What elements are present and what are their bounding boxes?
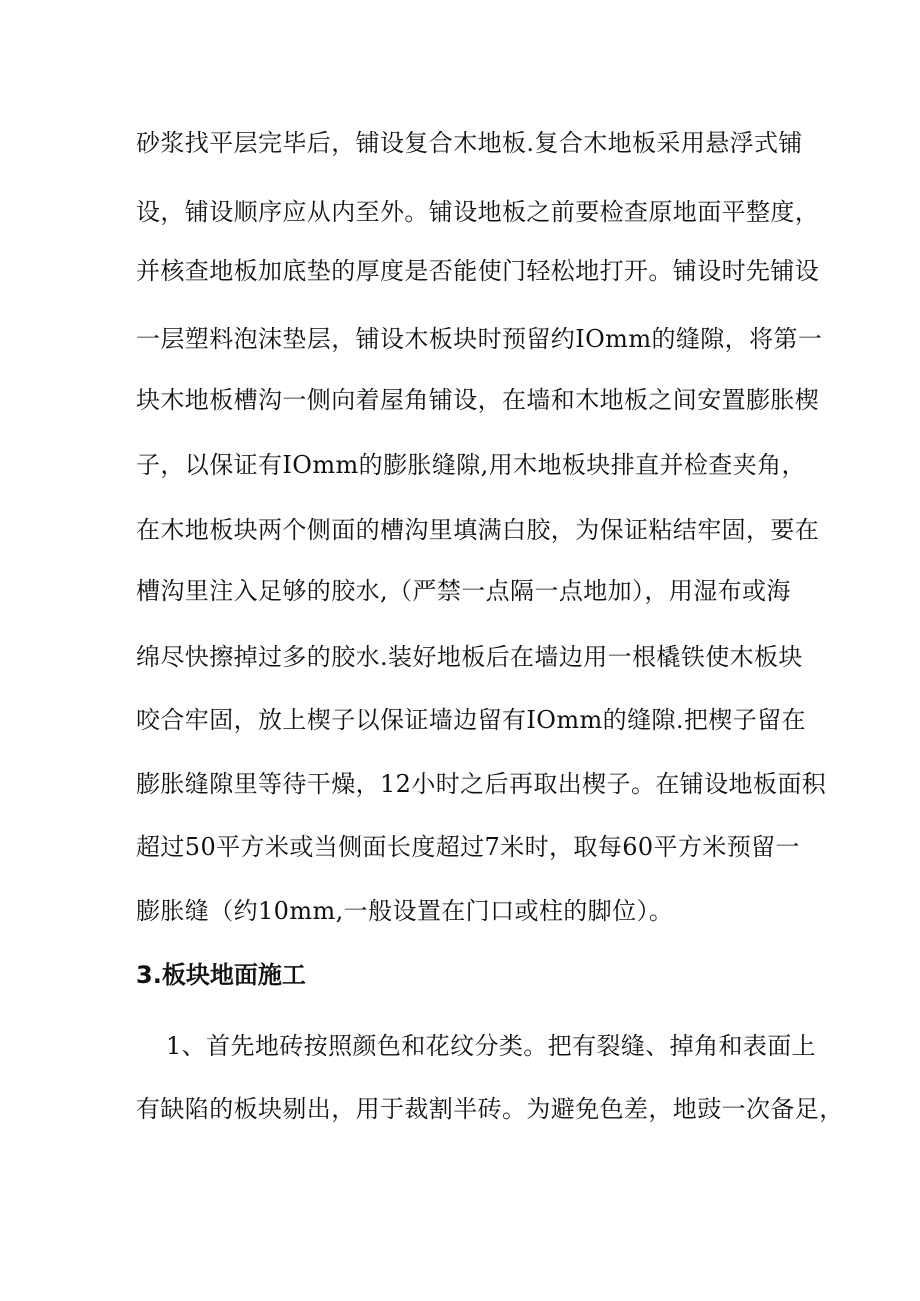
paragraph-line: 设，铺设顺序应从内至外。铺设地板之前要检查原地面平整度， [136, 198, 820, 226]
paragraph-line: 绵尽快擦掉过多的胶水.装好地板后在墙边用一根橇铁使木板块 [136, 643, 803, 671]
paragraph-line: 1、首先地砖按照颜色和花纹分类。把有裂缝、掉角和表面上 [166, 1032, 817, 1060]
paragraph-line: 一层塑料泡沫垫层，铺设木板块时预留约IOmm的缝隙，将第一 [136, 325, 823, 353]
paragraph-line: 槽沟里注入足够的胶水,（严禁一点隔一点地加），用湿布或海 [136, 577, 791, 605]
paragraph-line: 超过50平方米或当侧面长度超过7米时，取每60平方米预留一 [136, 833, 800, 861]
paragraph-line: 块木地板槽沟一侧向着屋角铺设，在墙和木地板之间安置膨胀楔 [136, 386, 820, 414]
paragraph-line: 并核查地板加底垫的厚度是否能使门轻松地打开。铺设时先铺设 [136, 257, 820, 285]
paragraph-line: 在木地板块两个侧面的槽沟里填满白胶，为保证粘结牢固，要在 [136, 516, 820, 544]
paragraph-line: 子，以保证有IOmm的膨胀缝隙,用木地板块排直并检查夹角， [136, 451, 806, 479]
paragraph-line: 咬合牢固，放上楔子以保证墙边留有IOmm的缝隙.把楔子留在 [136, 706, 806, 734]
paragraph-line: 膨胀缝隙里等待干燥，12小时之后再取出楔子。在铺设地板面积 [136, 770, 827, 798]
section-heading: 3.板块地面施工 [136, 961, 306, 989]
paragraph-line: 有缺陷的板块剔出，用于裁割半砖。为避免色差，地豉一次备足， [136, 1095, 844, 1123]
paragraph-line: 膨胀缝（约10mm,一般设置在门口或柱的脚位）。 [136, 897, 674, 925]
paragraph-line: 砂浆找平层完毕后，铺设复合木地板.复合木地板采用悬浮式铺 [136, 129, 803, 157]
